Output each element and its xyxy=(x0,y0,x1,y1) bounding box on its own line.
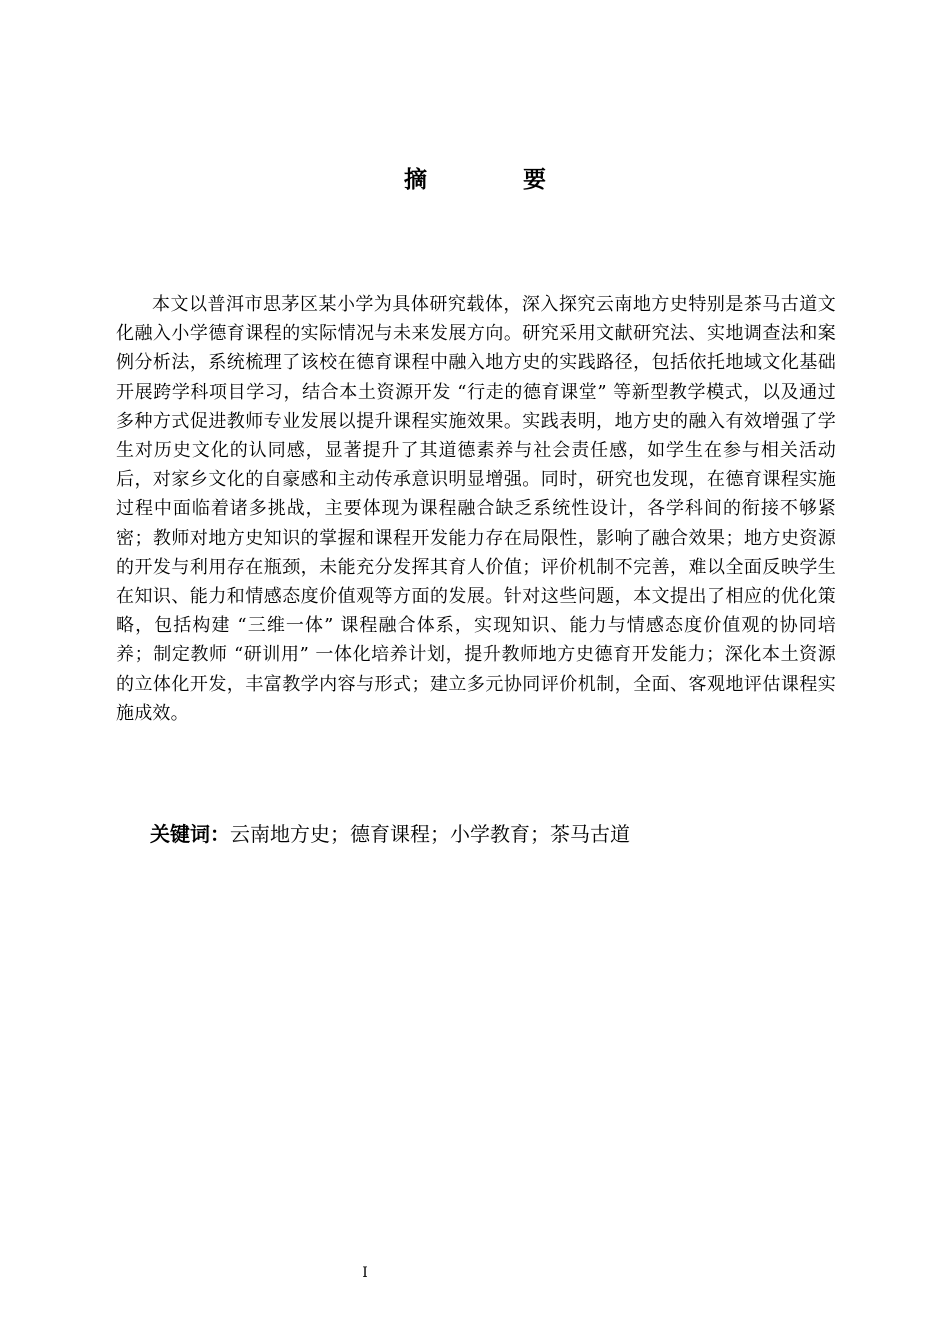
abstract-body: 本文以普洱市思茅区某小学为具体研究载体，深入探究云南地方史特别是茶马古道文化融入小学德育课程的实际情况与未来发展方向。研究采用文献研究法、实地调查法和案例分析法，系统梳理了该校在德育课程中融入地方史的实践路径，包括依托地域文化基础开展跨学科项目学习，结合本土资源开发 “行走的德育课堂” 等新型教学模式，以及通过多种方式促进教师专业发展以提升课程实施效果。实践表明，地方史的融入有效增强了学生对历史文化的认同感，显著提升了其道德素养与社会责任感，如学生在参与相关活动后，对家乡文化的自豪感和主动传承意识明显增强。同时，研究也发现，在德育课程实施过程中面临着诸多挑战，主要体现为课程融合缺乏系统性设计，各学科间的衔接不够紧密；教师对地方史知识的掌握和课程开发能力存在局限性，影响了融合效果；地方史资源的开发与利用存在瓶颈，未能充分发挥其育人价值；评价机制不完善，难以全面反映学生在知识、能力和情感态度价值观等方面的发展。针对这些问题，本文提出了相应的优化策略，包括构建 “三维一体” 课程融合体系，实现知识、能力与情感态度价值观的协同培养；制定教师 “研训用” 一体化培养计划，提升教师地方史德育开发能力；深化本土资源的立体化开发，丰富教学内容与形式；建立多元协同评价机制，全面、客观地评估课程实施成效。 xyxy=(116,294,836,724)
abstract-title: 摘 要 xyxy=(403,167,590,193)
keywords-list: 云南地方史；德育课程；小学教育；茶马古道 xyxy=(230,822,630,846)
keywords-line xyxy=(150,818,850,850)
page-number: I xyxy=(362,1265,368,1281)
keywords-label: 关键词： xyxy=(150,822,230,846)
